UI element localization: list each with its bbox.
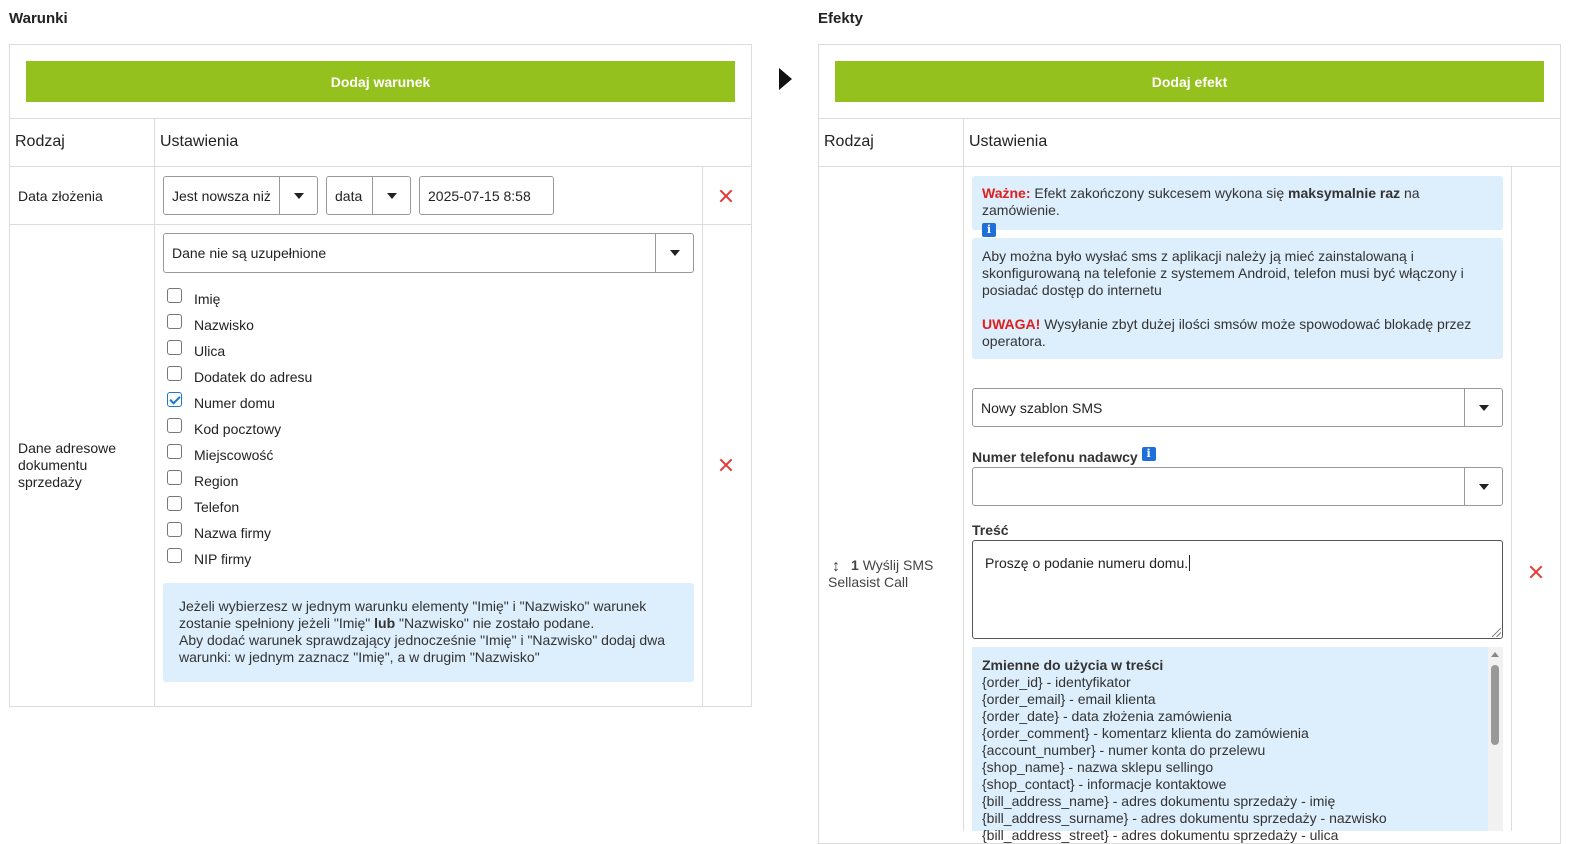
delete-effect-icon[interactable]: [1528, 564, 1544, 580]
divider: [10, 118, 751, 119]
address-field-option[interactable]: [167, 549, 251, 569]
checkbox[interactable]: [167, 366, 182, 381]
delete-condition-icon[interactable]: [718, 457, 734, 473]
chevron-down-icon[interactable]: [279, 177, 317, 214]
address-field-option[interactable]: [167, 497, 239, 517]
address-field-option[interactable]: [167, 523, 271, 543]
checkbox[interactable]: [167, 444, 182, 459]
warning-text: Wysyłanie zbyt dużej ilości smsów może spowodować blokadę przez operatora.: [982, 316, 1472, 349]
important-text: na zamówienie.: [982, 185, 1420, 218]
effect-type-sublabel: Sellasist Call: [828, 574, 909, 590]
effect-type-cell: [828, 557, 933, 591]
unit-select-value: data: [335, 187, 363, 204]
address-field-option[interactable]: [167, 419, 281, 439]
variable-item: {order_id} - identyfikator: [982, 674, 1131, 690]
info-icon[interactable]: i: [982, 223, 996, 237]
effect-type-label: Wyślij SMS: [862, 557, 934, 573]
condition-type-label: Dane adresowe dokumentu sprzedaży: [18, 440, 117, 490]
variables-list: [982, 674, 1478, 844]
sender-number-label-text: Numer telefonu nadawcy: [972, 449, 1138, 465]
checkbox[interactable]: [167, 522, 182, 537]
effect-order-number: 1: [851, 557, 859, 573]
operator-select-value: Jest nowsza niż: [172, 187, 271, 204]
checkbox[interactable]: [167, 288, 182, 303]
condition-info-box: [163, 583, 694, 682]
address-field-option[interactable]: [167, 367, 312, 387]
sms-content-textarea[interactable]: [972, 540, 1503, 639]
checkbox-checked[interactable]: [167, 392, 182, 407]
column-header-settings: Ustawienia: [969, 133, 1048, 150]
checkbox[interactable]: [167, 418, 182, 433]
address-field-label: Imię: [194, 291, 221, 307]
address-field-label: Region: [194, 473, 239, 489]
column-header-type: Rodzaj: [15, 133, 65, 150]
sender-number-select[interactable]: [972, 467, 1503, 506]
important-label: Ważne:: [982, 185, 1031, 201]
sms-info-box: [972, 238, 1503, 359]
divider: [1511, 167, 1512, 831]
divider: [154, 119, 155, 706]
address-field-option[interactable]: [167, 341, 225, 361]
info-text: "Nazwisko" nie zostało podane.: [395, 615, 595, 631]
variable-item: {order_date} - data złożenia zamówienia: [982, 708, 1232, 724]
add-effect-button[interactable]: Dodaj efekt: [835, 61, 1544, 102]
checkbox[interactable]: [167, 548, 182, 563]
condition-type-label: Data złożenia: [18, 188, 103, 204]
operator-select[interactable]: [163, 176, 318, 215]
drag-handle-icon[interactable]: ↕: [832, 558, 840, 575]
checkbox[interactable]: [167, 340, 182, 355]
divider: [963, 119, 964, 831]
variables-title: Zmienne do użycia w treści: [982, 657, 1164, 673]
variable-item: {bill_address_name} - adres dokumentu sprzedaży - imię: [982, 793, 1336, 809]
address-field-option[interactable]: [167, 315, 254, 335]
variable-item: {order_email} - email klienta: [982, 691, 1156, 707]
effects-title: Efekty: [818, 10, 864, 27]
address-field-label: Miejscowość: [194, 447, 274, 463]
checkbox[interactable]: [167, 314, 182, 329]
variable-item: {shop_name} - nazwa sklepu sellingo: [982, 759, 1214, 775]
add-condition-button[interactable]: Dodaj warunek: [26, 61, 735, 102]
variable-item: {shop_contact} - informacje kontaktowe: [982, 776, 1227, 792]
variables-box: [972, 647, 1488, 843]
chevron-down-icon[interactable]: [372, 177, 410, 214]
address-field-label: Numer domu: [194, 395, 275, 411]
address-mode-select[interactable]: [163, 233, 694, 273]
info-bold-text: lub: [374, 615, 396, 631]
address-field-option[interactable]: [167, 445, 273, 465]
variable-item: {bill_address_surname} - adres dokumentu sprzedaży - nazwisko: [982, 810, 1387, 826]
resize-handle-icon[interactable]: [1492, 628, 1501, 637]
variable-item: {account_number} - numer konta do przelewu: [982, 742, 1266, 758]
variable-item: {order_comment} - komentarz klienta do zamówienia: [982, 725, 1309, 741]
info-text: Jeżeli wybierzesz w jednym warunku elementy "Imię" i "Nazwisko" warunek zostanie spełniony jeżeli "Imię": [179, 598, 647, 631]
content-label: Treść: [972, 522, 1009, 538]
divider: [819, 166, 1560, 167]
scroll-up-icon[interactable]: [1491, 652, 1499, 657]
checkbox[interactable]: [167, 470, 182, 485]
warning-label: UWAGA!: [982, 316, 1041, 332]
address-field-label: Kod pocztowy: [194, 421, 282, 437]
scroll-thumb[interactable]: [1491, 665, 1499, 745]
divider: [10, 166, 751, 167]
address-field-label: Dodatek do adresu: [194, 369, 313, 385]
important-bold-text: maksymalnie raz: [1288, 185, 1401, 201]
checkbox[interactable]: [167, 496, 182, 511]
column-header-type: Rodzaj: [824, 133, 874, 150]
sms-template-select[interactable]: [972, 388, 1503, 427]
info-icon[interactable]: i: [1142, 447, 1156, 461]
address-field-label: Telefon: [194, 499, 240, 515]
address-field-option[interactable]: [167, 471, 238, 491]
info-text: Aby dodać warunek sprawdzający jednocześnie "Imię" i "Nazwisko" dodaj dwa warunki: w jednym zaznacz "Imię", a w drugim "Nazwisko": [179, 632, 666, 665]
sms-template-value: Nowy szablon SMS: [981, 399, 1103, 416]
address-mode-value: Dane nie są uzupełnione: [172, 245, 327, 261]
address-field-label: Ulica: [194, 343, 226, 359]
sender-number-value: [973, 468, 1464, 505]
address-field-option[interactable]: [167, 393, 275, 413]
unit-select[interactable]: [326, 176, 411, 215]
address-field-label: Nazwisko: [194, 317, 254, 333]
address-field-option[interactable]: [167, 289, 220, 309]
chevron-down-icon[interactable]: [1464, 389, 1502, 426]
conditions-title: Warunki: [9, 10, 68, 27]
column-header-settings: Ustawienia: [160, 133, 239, 150]
divider: [10, 224, 751, 225]
divider: [819, 118, 1560, 119]
variable-item: {bill_address_street} - adres dokumentu sprzedaży - ulica: [982, 827, 1339, 843]
important-text: Efekt zakończony sukcesem wykona się: [1030, 185, 1289, 201]
arrow-right-icon: [779, 68, 792, 90]
sms-content-text: Proszę o podanie numeru domu.: [985, 555, 1189, 571]
chevron-down-icon[interactable]: [655, 234, 693, 272]
address-field-label: NIP firmy: [194, 551, 252, 567]
sender-number-label: [972, 449, 1156, 465]
address-field-label: Nazwa firmy: [194, 525, 272, 541]
important-note-box: [972, 176, 1503, 236]
delete-condition-icon[interactable]: [718, 188, 734, 204]
date-input[interactable]: 2025-07-15 8:58: [419, 176, 554, 215]
variables-scrollbar[interactable]: [1488, 647, 1503, 831]
chevron-down-icon[interactable]: [1464, 468, 1502, 505]
divider: [702, 167, 703, 706]
info-text: Aby można było wysłać sms z aplikacji należy ją mieć zainstalowaną i skonfigurowaną na telefonie z systemem Android, telefon musi być włączony i posiadać dostęp do internetu: [982, 248, 1464, 298]
text-cursor: [1189, 555, 1190, 571]
